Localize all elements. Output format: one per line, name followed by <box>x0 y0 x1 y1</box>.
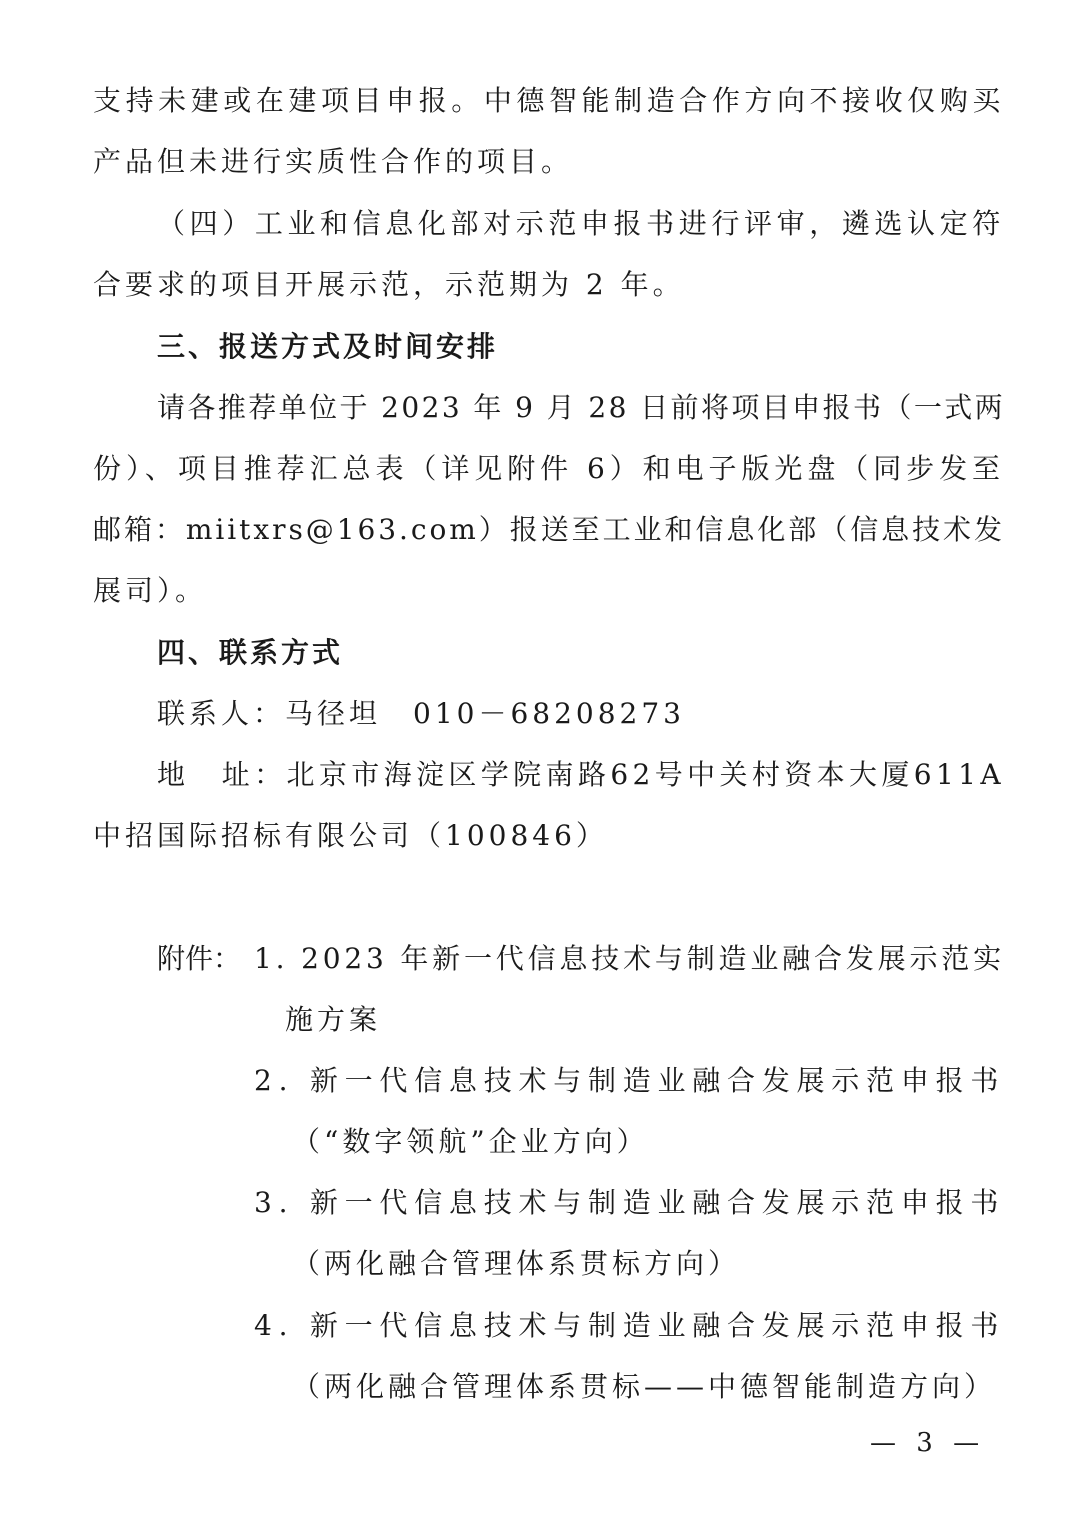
section-heading: 四、联系方式 <box>157 636 344 669</box>
body-text-line: 支持未建或在建项目申报。中德智能制造合作方向不接收仅购买 <box>93 84 1005 117</box>
address-line: 地 址：北京市海淀区学院南路62号中关村资本大厦611A <box>157 758 1005 791</box>
body-text-line: （四）工业和信息化部对示范申报书进行评审，遴选认定符 <box>157 207 1005 240</box>
body-text-line: 份）、项目推荐汇总表（详见附件 6）和电子版光盘（同步发至 <box>93 452 1005 485</box>
page-number: — 3 — <box>870 1428 986 1458</box>
body-text-line: 合要求的项目开展示范，示范期为 2 年。 <box>93 268 685 301</box>
body-text-line: 请各推荐单位于 2023 年 9 月 28 日前将项目申报书（一式两 <box>157 391 1006 424</box>
attachment-item: 2. 新一代信息技术与制造业融合发展示范申报书 <box>254 1064 1006 1097</box>
attachment-item: 1. 2023 年新一代信息技术与制造业融合发展示范实 <box>254 942 1005 975</box>
attachment-item-cont: （两化融合管理体系贯标方向） <box>292 1247 741 1280</box>
body-text-line: 展司）。 <box>93 574 208 607</box>
body-text-line: 邮箱：miitxrs@163.com）报送至工业和信息化部（信息技术发 <box>93 513 1005 546</box>
attachments-label: 附件： <box>157 942 242 975</box>
body-text-line: 产品但未进行实质性合作的项目。 <box>93 145 574 178</box>
attachment-item: 3. 新一代信息技术与制造业融合发展示范申报书 <box>254 1186 1006 1219</box>
attachment-item-cont: （“数字领航”企业方向） <box>292 1125 649 1158</box>
section-heading: 三、报送方式及时间安排 <box>157 330 499 363</box>
attachment-item-cont: （两化融合管理体系贯标——中德智能制造方向） <box>292 1370 997 1403</box>
contact-person: 联系人：马径坦 010－68208273 <box>157 697 685 730</box>
attachment-item: 4. 新一代信息技术与制造业融合发展示范申报书 <box>254 1309 1006 1342</box>
attachment-item-cont: 施方案 <box>285 1003 382 1036</box>
address-line: 中招国际招标有限公司（100846） <box>93 819 608 852</box>
